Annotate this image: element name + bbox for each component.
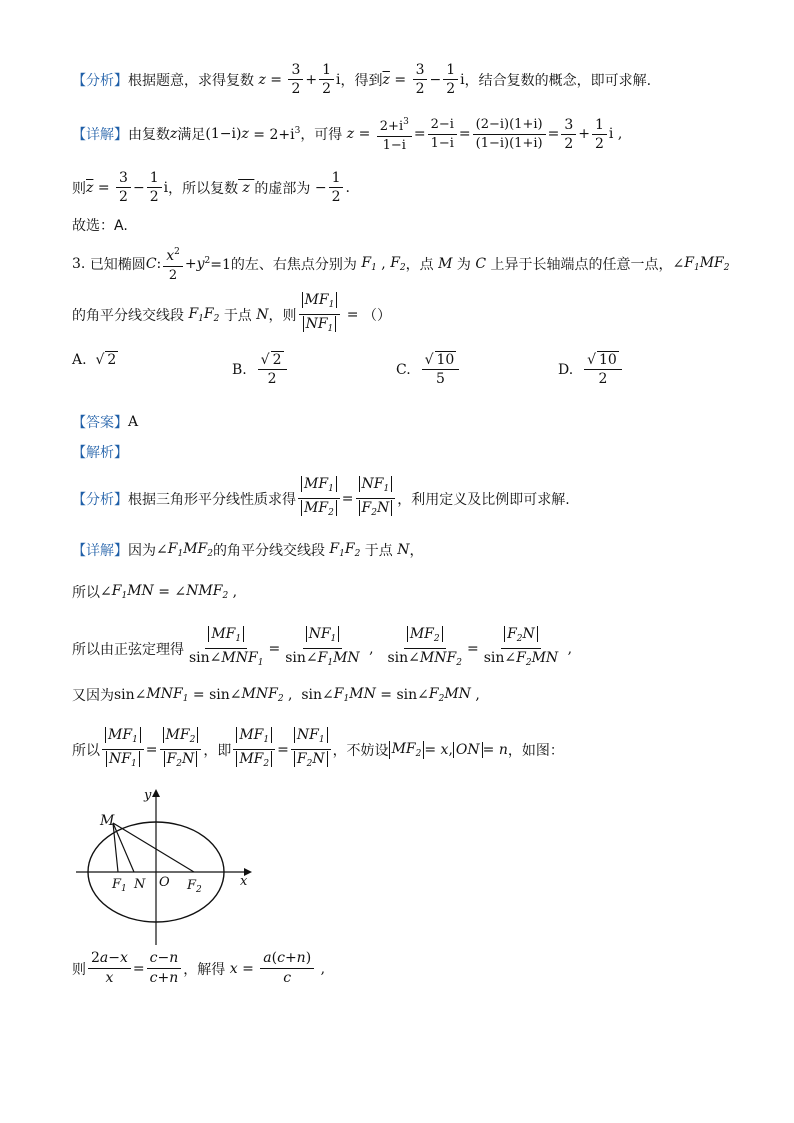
solution-detail-line-1: 【详解】 因为 ∠ $F_1MF_2$ 的角平分线交线段 $F_1F_2$ 于点 N ， [72, 541, 424, 559]
explain-line [72, 442, 128, 462]
label-F2: $F_2$ [187, 878, 202, 895]
solution-detail-line-3: 所以由正弦定理得 $\frac{MF_1}{\sin\angle MNF_1}$ = $\frac{NF_1}{\sin\angle F_1MN}$ , $\frac{MF_2}{\sin\angle MNF_2}$ = $\frac{F_2N}{\sin\angle F_2MN}$ , [72, 626, 573, 668]
label-N: N [134, 877, 146, 892]
question-3-line-2: 的角平分线交线段 $F_1F_2$ 于点 N ，则 $\frac{MF_1}{NF_1}$ = （） [72, 292, 391, 334]
select-line: 故选：A. [72, 218, 128, 234]
solution-detail-line-2: 所以 ∠ $F_1MN$ = ∠ $NMF_2$ , [72, 583, 238, 601]
solution-detail-line-5: 所以 $\frac{MF_1}{NF_1}$ = $\frac{MF_2}{F_2N}$ ，即 $\frac{MF_1}{MF_2}$ = $\frac{NF_1}{F_2N}$ ，不妨设 $MF_2$ = x , ON = n ，如图： [72, 727, 564, 769]
option-b[interactable]: B. $\frac{√ 2}{2}$ [232, 352, 289, 387]
analysis-line-1: 【分析】 根据题意，求得复数 z = $\frac{3}{2}$ + $\frac{1}{2}$ i ，得到 $\overline{z}$ = $\frac{3}{2}$ − $\frac{1}{2}$ i ，结合复数的概念，即可求解. [72, 62, 652, 97]
detail-tag: 【详解】 [72, 127, 128, 143]
label-x: x [240, 874, 248, 889]
analysis-tag: 【分析】 [72, 72, 128, 89]
detail-line-2: 则 $\overline{z}$ = $\frac{3}{2}$ − $\frac{1}{2}$ i ，所以复数 z 的虚部为 − $\frac{1}{2}$ . [72, 170, 350, 205]
label-F1: $F_1$ [112, 877, 127, 894]
question-3-line-1: 3. 已知椭圆 C : $\frac{x^2}{2}$ + y $^2$=1 的左、右焦点分别为 $F_1$ , $F_2$ ，点 M 为 C 上异于长轴端点的任意一点， ∠ $F_1MF_2$ [72, 244, 730, 284]
label-M: M [100, 813, 115, 829]
solution-analysis-line: 【分析】 根据三角形平分线性质求得 $\frac{MF_1}{MF_2}$ = $\frac{NF_1}{F_2N}$ ，利用定义及比例即可求解. [72, 476, 570, 518]
answer-line [72, 412, 138, 432]
label-y: y [144, 788, 152, 803]
option-a[interactable]: A. √ 2 [72, 352, 117, 368]
answer-value: A [128, 414, 139, 430]
option-d[interactable]: D. $\frac{√ 10}{2}$ [558, 352, 624, 387]
solution-detail-line-6: 则 $\frac{2a-x}{x}$ = $\frac{c-n}{c+n}$ ，解得 x = $\frac{a(c+n)}{c}$ , [72, 950, 326, 986]
option-c[interactable]: C. $\frac{√ 10}{5}$ [396, 352, 461, 387]
answer-tag: 【答案】 [72, 415, 128, 431]
ellipse-figure [72, 785, 262, 950]
label-O: O [159, 875, 170, 890]
solution-detail-line-4: 又因为 sin∠ $MNF_1$ = sin∠ $MNF_2$ , sin∠ $F_1MN$ = sin∠ $F_2MN$ , [72, 686, 480, 704]
detail-line-1: 【详解】 由复数 z 满足 (1−i) z = $2+i^3$ ，可得 z = $\frac{2+i^3}{1-i}$ = $\frac{2-i}{1-i}$ = $\frac{(2-i)(1+i)}{(1-i)(1+i)}$ = $\frac{3}{2}$ + $\frac{1}{2}$ i , [72, 114, 622, 154]
explain-tag: 【解析】 [72, 445, 128, 461]
